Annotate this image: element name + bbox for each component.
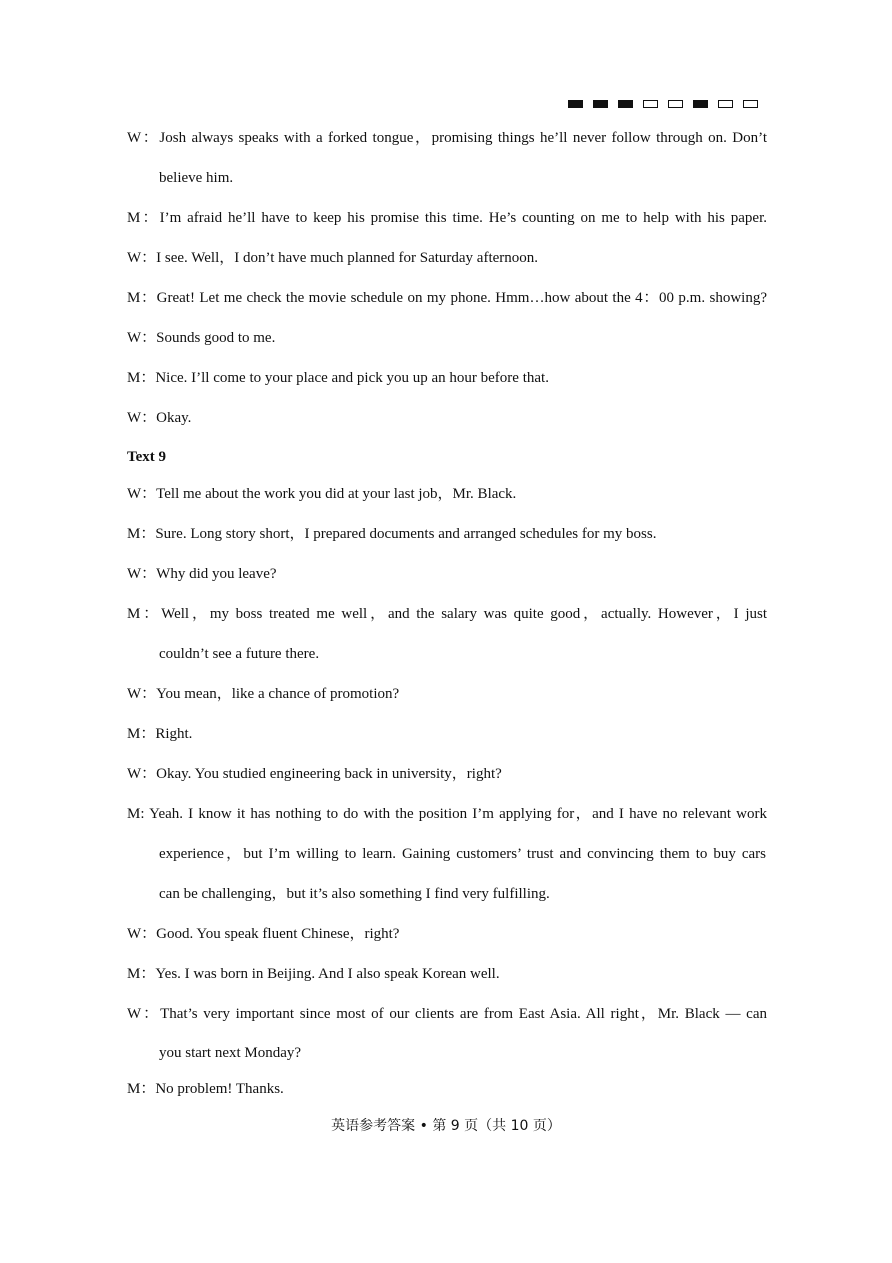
section-heading: Text 9	[127, 449, 167, 465]
transcript-line: M：Nice. I’ll come to your place and pick you up an hour before that.	[127, 370, 549, 386]
transcript-line: M：I’m afraid he’ll have to keep his promise this time. He’s counting on me to help with his paper.	[127, 210, 767, 226]
mark-2	[593, 100, 608, 108]
transcript-line: W：That’s very important since most of our clients are from East Asia. All right，Mr. Black — can	[127, 1006, 767, 1022]
transcript-line: W：Sounds good to me.	[127, 330, 276, 346]
transcript-line: M: Yeah. I know it has nothing to do with the position I’m applying for，and I have no relevant work	[127, 806, 767, 822]
transcript-line: can be challenging，but it’s also something I find very fulfilling.	[159, 886, 550, 902]
transcript-line: W：I see. Well，I don’t have much planned for Saturday afternoon.	[127, 250, 539, 266]
mark-4	[643, 100, 658, 108]
mark-5	[668, 100, 683, 108]
mark-3	[618, 100, 633, 108]
transcript-line: W：Good. You speak fluent Chinese，right?	[127, 926, 400, 942]
transcript-line: believe him.	[159, 170, 234, 186]
mark-6	[693, 100, 708, 108]
mark-8	[743, 100, 758, 108]
transcript-line: M：No problem! Thanks.	[127, 1081, 284, 1097]
mark-7	[718, 100, 733, 108]
transcript-line: W：Okay. You studied engineering back in university，right?	[127, 766, 502, 782]
transcript-line: W：Josh always speaks with a forked tongue，promising things he’ll never follow through on. Don’t	[127, 130, 767, 146]
transcript-line: W：Tell me about the work you did at your last job，Mr. Black.	[127, 486, 517, 502]
transcript-line: M：Well，my boss treated me well，and the salary was quite good，actually. However，I just	[127, 606, 767, 622]
answer-key-marks	[568, 100, 758, 108]
transcript-line: M：Great! Let me check the movie schedule on my phone. Hmm…how about the 4：00 p.m. showing?	[127, 290, 767, 306]
transcript-line: M：Right.	[127, 726, 193, 742]
transcript-line: experience，but I’m willing to learn. Gaining customers’ trust and convincing them to buy cars	[159, 846, 766, 862]
mark-1	[568, 100, 583, 108]
transcript-line: W：Okay.	[127, 410, 192, 426]
transcript-line: W：You mean，like a chance of promotion?	[127, 686, 400, 702]
transcript-line: W：Why did you leave?	[127, 566, 277, 582]
transcript-line: M：Yes. I was born in Beijing. And I also speak Korean well.	[127, 966, 500, 982]
transcript-line: you start next Monday?	[159, 1045, 302, 1061]
page-footer: 英语参考答案 • 第 9 页（共 10 页）	[331, 1118, 561, 1134]
transcript-line: couldn’t see a future there.	[159, 646, 320, 662]
transcript-line: M：Sure. Long story short，I prepared documents and arranged schedules for my boss.	[127, 526, 657, 542]
